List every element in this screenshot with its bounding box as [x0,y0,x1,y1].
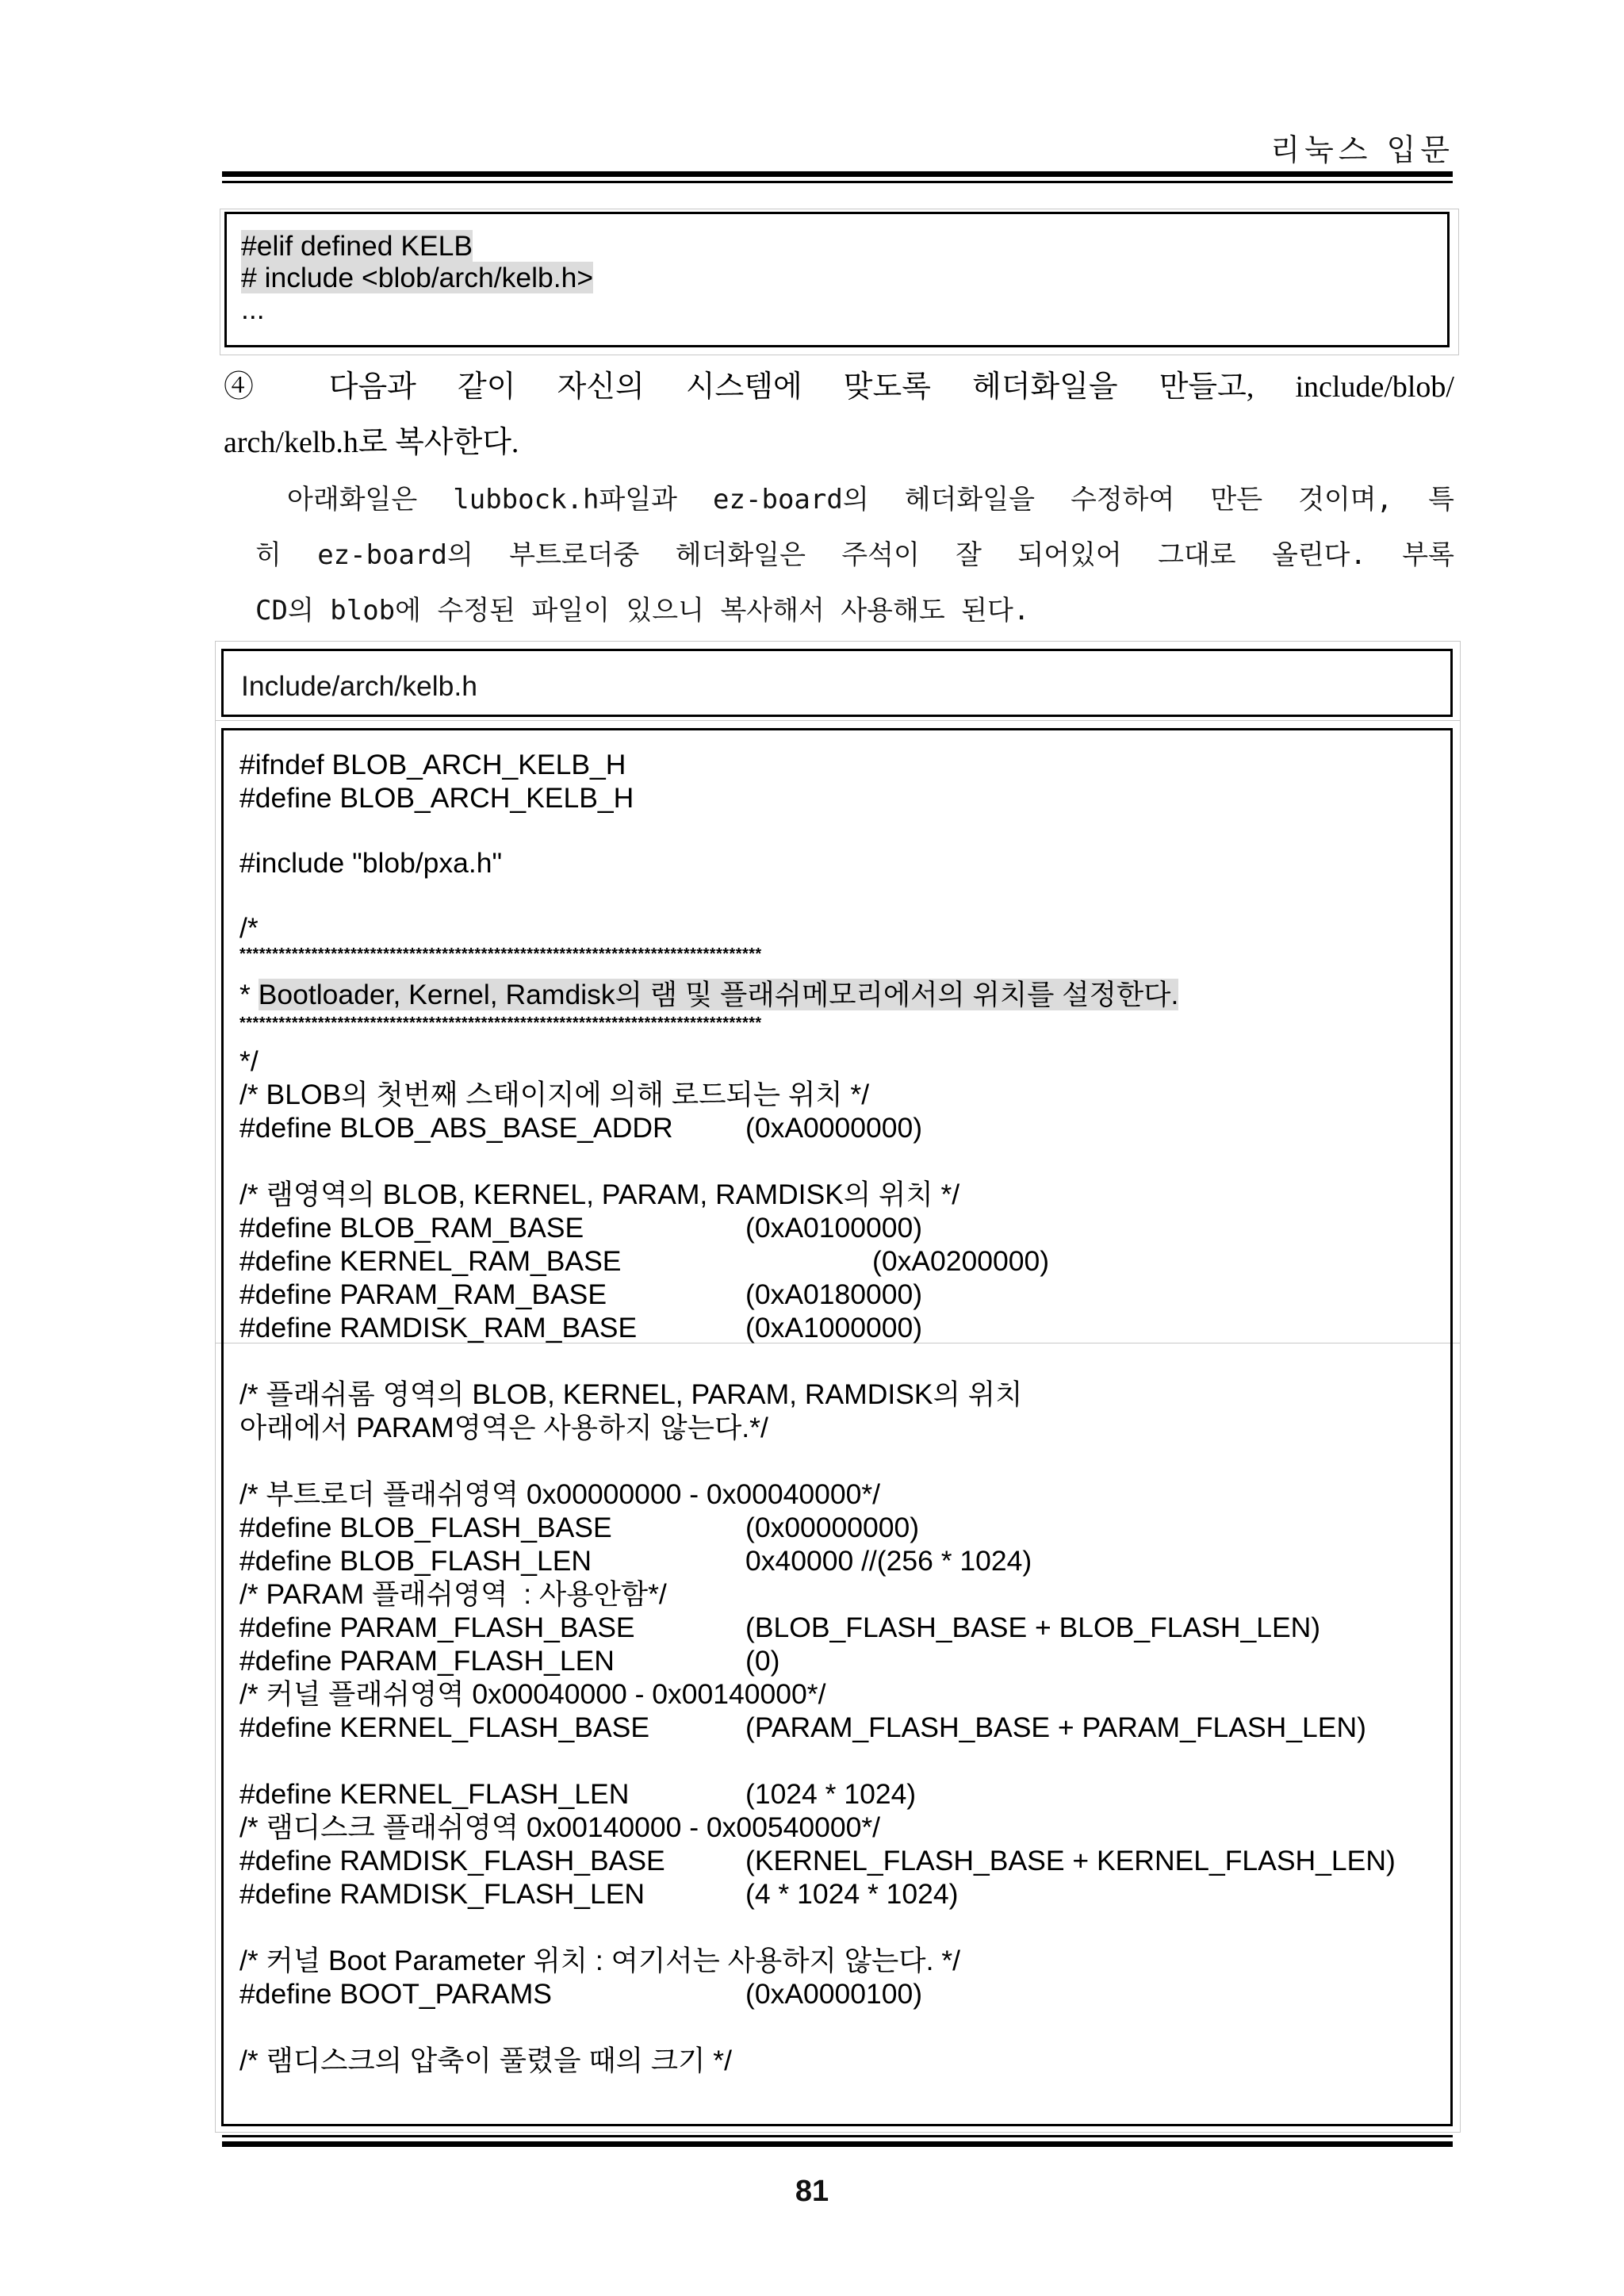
page-number: 81 [795,2175,829,2208]
code-line: /* 커널 Boot Parameter 위치 : 여기서는 사용하지 않는다. */ [239,1945,961,1976]
highlighted-code: Bootloader, Kernel, Ramdisk의 램 및 플래쉬메모리에서의 위치를 설정한다. [258,979,1179,1010]
footer-rule-thick [222,2141,1453,2147]
code-line: #define BLOB_ABS_BASE_ADDR [239,1112,673,1144]
code-line: /* 플래쉬롬 영역의 BLOB, KERNEL, PARAM, RAMDISK의 위치 [239,1378,1023,1410]
code-line: #define BLOB_ARCH_KELB_H [239,782,634,814]
running-header-title: 리눅스 입문 [1270,132,1454,167]
code-value: (0xA0000100) [745,1978,923,2010]
code-line: /* 램영역의 BLOB, KERNEL, PARAM, RAMDISK의 위치 */ [239,1179,960,1210]
code-line: 아래에서 PARAM영역은 사용하지 않는다.*/ [239,1412,768,1443]
code-value: 0x40000 //(256 * 1024) [745,1545,1032,1577]
code-line: #define PARAM_RAM_BASE [239,1278,607,1310]
code-line: /* 램디스크 플래쉬영역 0x00140000 - 0x00540000*/ [239,1811,881,1843]
code-value: (BLOB_FLASH_BASE + BLOB_FLASH_LEN) [745,1612,1321,1643]
code-block-1 [224,212,1450,347]
code-value: (0xA0100000) [745,1212,923,1244]
code-line: #define KERNEL_RAM_BASE [239,1245,622,1277]
code-value: (1024 * 1024) [745,1778,917,1810]
header-rule-thick [222,171,1453,177]
footer-rule-thin [222,2135,1453,2137]
code-line: #define KERNEL_FLASH_BASE [239,1711,650,1743]
step-4-line-2: arch/kelb.h로 복사한다. [224,426,519,459]
header-rule-thin [222,181,1453,183]
note-line-2: 히 ez-board의 부트로더중 헤더화일은 주석이 잘 되어있어 그대로 올린다. 부록 [255,539,1454,571]
code-line: /* BLOB의 첫번째 스태이지에 의해 로드되는 위치 */ [239,1079,870,1110]
code-value: (0x00000000) [745,1512,920,1543]
code-line [241,230,1447,262]
code-line: #ifndef BLOB_ARCH_KELB_H [239,749,626,780]
filename-label: Include/arch/kelb.h [241,670,477,702]
code-line: #define PARAM_FLASH_LEN [239,1645,615,1677]
code-value: (0xA0200000) [872,1245,1050,1277]
code-line: /* 부트로더 플래쉬영역 0x00000000 - 0x00040000*/ [239,1478,881,1510]
note-line-3: CD의 blob에 수정된 파일이 있으니 복사해서 사용해도 된다. [255,595,1030,627]
code-line: #define BLOB_RAM_BASE [239,1212,584,1244]
code-value: (4 * 1024 * 1024) [745,1878,959,1910]
code-line: ... [241,293,265,325]
code-line: #define BLOB_FLASH_LEN [239,1545,592,1577]
code-line: #define KERNEL_FLASH_LEN [239,1778,630,1810]
code-value: (0xA0180000) [745,1278,923,1310]
code-line: #define RAMDISK_FLASH_BASE [239,1845,665,1876]
highlighted-code: # include <blob/arch/kelb.h> [241,262,594,293]
code-line: #include "blob/pxa.h" [239,847,503,879]
code-value: (PARAM_FLASH_BASE + PARAM_FLASH_LEN) [745,1711,1366,1743]
code-line: /* PARAM 플래쉬영역 : 사용안함*/ [239,1578,667,1610]
code-line: ******************************************************************************** [239,945,762,963]
note-line-1: 아래화일은 lubbock.h파일과 ez-board의 헤더화일을 수정하여 만든 것이며, 특 [287,484,1454,516]
code-line [241,262,1447,293]
code-line: /* 커널 플래쉬영역 0x00040000 - 0x00140000*/ [239,1678,826,1710]
code-value: (KERNEL_FLASH_BASE + KERNEL_FLASH_LEN) [745,1845,1396,1876]
code-line: #define PARAM_FLASH_BASE [239,1612,635,1643]
code-line: /* 램디스크의 압축이 풀렸을 때의 크기 */ [239,2045,732,2076]
step-4-line-1: ④ 다음과 같이 자신의 시스템에 맞도록 헤더화일을 만들고, include/blob/ [224,370,1454,404]
code-line [239,979,1178,1010]
code-value: (0xA0000000) [745,1112,923,1144]
code-line: #define RAMDISK_RAM_BASE [239,1312,638,1343]
filename-box [221,649,1453,717]
code-value: (0xA1000000) [745,1312,923,1343]
code-value: (0) [745,1645,780,1677]
code-line: /* [239,912,259,944]
code-line: */ [239,1045,259,1077]
code-line: #define BOOT_PARAMS [239,1978,552,2010]
code-line: #define RAMDISK_FLASH_LEN [239,1878,645,1910]
code-line: #define BLOB_FLASH_BASE [239,1512,612,1543]
code-line: ******************************************************************************** [239,1014,762,1032]
code-prefix: * [239,979,259,1010]
highlighted-code: #elif defined KELB [241,230,473,262]
